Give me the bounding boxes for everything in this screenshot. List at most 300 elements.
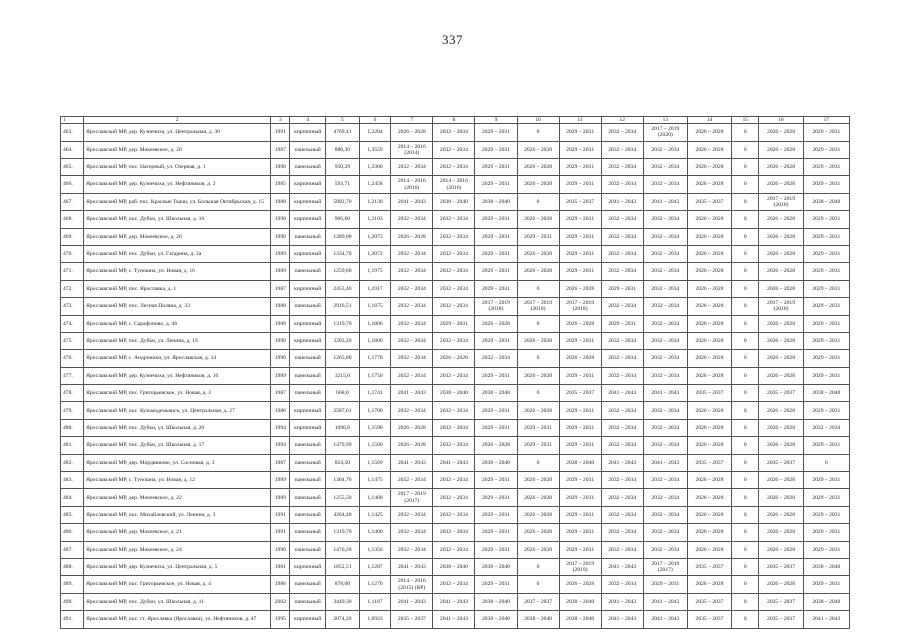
table-cell: 2026 – 2028 <box>687 280 731 297</box>
table-cell: 2032 – 2034 <box>433 124 475 141</box>
table-cell: панельный <box>290 506 326 523</box>
table-cell: 2032 – 2034 <box>475 350 517 367</box>
table-cell: 2026 – 2028 <box>687 419 731 436</box>
table-cell: 2032 – 2034 <box>643 472 687 489</box>
row-number: 480. <box>61 419 84 436</box>
table-cell: 2041 – 2043 <box>643 454 687 471</box>
table-cell: 2026 – 2028 <box>687 298 731 315</box>
table-cell: 2038 – 2040 <box>433 558 475 575</box>
table-cell: 2026 – 2028 <box>517 472 559 489</box>
table-cell: 2038 – 2040 <box>433 193 475 210</box>
table-cell: 1991 <box>271 124 290 141</box>
table-cell: 2032 – 2034 <box>643 506 687 523</box>
table-cell: 2041 – 2043 <box>601 593 643 610</box>
table-cell: 2029 – 2031 <box>517 228 559 245</box>
table-cell: 2038 – 2040 <box>559 593 601 610</box>
table-cell: 2032 – 2034 <box>433 472 475 489</box>
table-cell: панельный <box>290 489 326 506</box>
table-cell: 2032 – 2034 <box>643 141 687 158</box>
address-cell: Ярославский МР, пос. Нагорный, ул. Озерная, д. 1 <box>84 158 271 175</box>
table-cell: 2038 – 2040 <box>475 193 517 210</box>
table-cell: 2032 – 2034 <box>391 263 433 280</box>
table-cell: 2026 – 2028 <box>687 489 731 506</box>
table-cell: 1988 <box>271 298 290 315</box>
table-cell: 2032 – 2034 <box>433 524 475 541</box>
table-cell: 1988 <box>271 315 290 332</box>
table-cell: 2032 – 2034 <box>433 158 475 175</box>
table-cell: 2017 – 2019 (2019) <box>559 558 601 575</box>
table-cell: 2041 – 2043 <box>391 558 433 575</box>
table-cell: 2032 – 2034 <box>433 419 475 436</box>
table-cell: 2029 – 2031 <box>559 506 601 523</box>
table-cell: 2029 – 2031 <box>475 419 517 436</box>
table-cell: 2026 – 2028 <box>687 211 731 228</box>
table-cell: 2029 – 2031 <box>475 280 517 297</box>
table-cell: 2032 – 2034 <box>643 176 687 193</box>
table-cell: 2032 – 2034 <box>391 298 433 315</box>
table-cell: 2032 – 2034 <box>391 332 433 349</box>
table-cell: 2029 – 2031 <box>475 176 517 193</box>
table-cell: 2032 – 2034 <box>643 419 687 436</box>
address-cell: Ярославский МР, с. Туношна, ул. Новая, д. 12 <box>84 472 271 489</box>
table-cell: кирпичный <box>290 245 326 262</box>
table-cell: 1,1750 <box>359 367 391 384</box>
table-cell: 2032 – 2034 <box>391 506 433 523</box>
table-cell: 1,3559 <box>359 141 391 158</box>
table-cell: 2026 – 2028 <box>517 541 559 558</box>
table-row <box>61 298 850 315</box>
table-cell: 2032 – 2034 <box>391 245 433 262</box>
table-cell: 2029 – 2031 <box>803 124 849 141</box>
row-number: 471. <box>61 263 84 280</box>
table-cell: 2026 – 2028 <box>687 402 731 419</box>
table-cell: 0 <box>732 124 759 141</box>
table-cell: 2026 – 2028 <box>475 315 517 332</box>
table-cell: 2041 – 2043 <box>643 611 687 628</box>
table-cell: 1986 <box>271 576 290 593</box>
table-cell: 2029 – 2031 <box>559 176 601 193</box>
table-row <box>61 419 850 436</box>
table-cell: 2032 – 2034 <box>601 576 643 593</box>
table-cell: 2029 – 2031 <box>475 228 517 245</box>
table-cell: кирпичный <box>290 611 326 628</box>
table-cell: 824,50 <box>326 454 360 471</box>
table-cell: 2026 – 2028 <box>687 437 731 454</box>
table-cell: 2038 – 2040 <box>475 593 517 610</box>
table-cell: 2026 – 2028 <box>759 124 803 141</box>
table-cell: 1989 <box>271 263 290 280</box>
row-number: 481. <box>61 437 84 454</box>
table-cell: 2026 – 2028 <box>517 263 559 280</box>
table-cell: 2026 – 2028 <box>517 524 559 541</box>
row-number: 468. <box>61 211 84 228</box>
table-cell: 2026 – 2028 <box>759 280 803 297</box>
address-cell: Ярославский МР, дер. Кузнечиха, ул. Центральная, д. 30 <box>84 124 271 141</box>
table-cell: 2029 – 2031 <box>803 298 849 315</box>
table-cell: 1,2103 <box>359 211 391 228</box>
table-cell: 0 <box>732 211 759 228</box>
table-cell: 2032 – 2034 <box>643 315 687 332</box>
table-cell: 2014 – 2016 (2016) <box>433 176 475 193</box>
table-cell: 2029 – 2031 <box>475 367 517 384</box>
table-cell: 2041 – 2043 <box>643 593 687 610</box>
table-cell: 2026 – 2028 <box>517 506 559 523</box>
address-cell: Ярославский МР, с. Андроники, ул. Ярославская, д. 14 <box>84 350 271 367</box>
table-cell: 2026 – 2028 <box>517 176 559 193</box>
table-cell: 2038 – 2040 <box>559 611 601 628</box>
table-cell: 2032 – 2034 <box>601 211 643 228</box>
table-row <box>61 315 850 332</box>
column-number: 2 <box>84 117 271 124</box>
table-row <box>61 524 850 541</box>
table-cell: 2029 – 2031 <box>803 280 849 297</box>
table-row <box>61 541 850 558</box>
table-cell: 1852,51 <box>326 558 360 575</box>
table-cell: 2029 – 2031 <box>559 211 601 228</box>
table-cell: 1,1425 <box>359 506 391 523</box>
table-cell: 2029 – 2031 <box>517 437 559 454</box>
table-cell: 0 <box>732 158 759 175</box>
table-cell: 2026 – 2028 <box>433 350 475 367</box>
address-cell: Ярославский МР, пос. Михайловский, ул. Ленина, д. 3 <box>84 506 271 523</box>
table-cell: 1981 <box>271 558 290 575</box>
table-cell: 2032 – 2034 <box>643 437 687 454</box>
table-cell: 2029 – 2031 <box>601 315 643 332</box>
table-cell: 0 <box>803 454 849 471</box>
table-cell: 1,1270 <box>359 576 391 593</box>
table-cell: 1,1875 <box>359 298 391 315</box>
table-cell: 2035 – 2037 <box>391 611 433 628</box>
table-cell: 3215,0 <box>326 367 360 384</box>
table-cell: кирпичный <box>290 332 326 349</box>
table-cell: 1304,70 <box>326 472 360 489</box>
table-cell: 1991 <box>271 524 290 541</box>
table-cell: 2038 – 2040 <box>803 558 849 575</box>
row-number: 487. <box>61 541 84 558</box>
table-cell: 2026 – 2028 <box>687 124 731 141</box>
table-cell: 1990 <box>271 350 290 367</box>
table-cell: 2041 – 2043 <box>601 611 643 628</box>
table-cell: 0 <box>732 437 759 454</box>
table-cell: 2035 – 2037 <box>687 611 731 628</box>
table-cell: 0 <box>732 228 759 245</box>
table-cell: 2026 – 2028 <box>759 350 803 367</box>
table-cell: 2026 – 2028 <box>759 176 803 193</box>
address-cell: Ярославский МР, дер. Мокеевское, д. 21 <box>84 524 271 541</box>
table-cell: 2029 – 2031 <box>803 367 849 384</box>
address-cell: Ярославский МР, пос. Дубки, ул. Школьная, д. 20 <box>84 419 271 436</box>
address-cell: Ярославский МР, дер. Кузнечиха, ул. Нефтяников, д. 10 <box>84 367 271 384</box>
table-cell: 2453,40 <box>326 280 360 297</box>
table-cell: 2026 – 2028 <box>559 315 601 332</box>
table-cell: 2032 – 2034 <box>391 350 433 367</box>
row-number: 464. <box>61 141 84 158</box>
table-cell: 1987 <box>271 385 290 402</box>
table-cell: 2041 – 2043 <box>643 385 687 402</box>
column-number: 4 <box>290 117 326 124</box>
table-cell: 2032 – 2034 <box>433 506 475 523</box>
table-cell: 1989 <box>271 489 290 506</box>
table-cell: 1,1356 <box>359 541 391 558</box>
table-cell: 1994 <box>271 419 290 436</box>
column-number: 14 <box>687 117 731 124</box>
table-cell: кирпичный <box>290 419 326 436</box>
table-row <box>61 489 850 506</box>
table-row <box>61 350 850 367</box>
table-cell: кирпичный <box>290 193 326 210</box>
table-cell: 2026 – 2028 <box>687 524 731 541</box>
table-cell: 2032 – 2034 <box>391 280 433 297</box>
table-cell: 0 <box>732 506 759 523</box>
table-cell: 1989 <box>271 367 290 384</box>
table-cell: 2017 – 2019 (2018) <box>759 193 803 210</box>
table-cell: 878,00 <box>326 576 360 593</box>
table-cell: 1990 <box>271 211 290 228</box>
table-cell: 2029 – 2031 <box>559 124 601 141</box>
table-cell: 2032 – 2034 <box>643 332 687 349</box>
table-cell: 2026 – 2028 <box>687 350 731 367</box>
table-cell: 2038 – 2040 <box>803 385 849 402</box>
table-row <box>61 437 850 454</box>
table-cell: 0 <box>732 263 759 280</box>
table-cell: 2035 – 2037 <box>759 454 803 471</box>
table-cell: 2029 – 2031 <box>433 315 475 332</box>
table-cell: 2029 – 2031 <box>601 280 643 297</box>
table-cell: 2014 – 2016 (2014) <box>391 141 433 158</box>
table-cell: 3449,30 <box>326 593 360 610</box>
column-number: 9 <box>475 117 517 124</box>
table-cell: 0 <box>732 472 759 489</box>
table-cell: 2029 – 2031 <box>475 211 517 228</box>
table-cell: 0 <box>732 524 759 541</box>
row-number: 482. <box>61 454 84 471</box>
table-cell: 1319,70 <box>326 524 360 541</box>
table-cell: 2032 – 2034 <box>433 280 475 297</box>
table-cell: 0 <box>732 593 759 610</box>
table-cell: 2026 – 2028 <box>759 419 803 436</box>
column-number: 13 <box>643 117 687 124</box>
table-cell: 2032 – 2034 <box>601 402 643 419</box>
table-cell: панельный <box>290 158 326 175</box>
column-number: 8 <box>433 117 475 124</box>
column-number: 7 <box>391 117 433 124</box>
table-cell: панельный <box>290 593 326 610</box>
table-cell: 2037 – 2037 <box>517 593 559 610</box>
table-cell: панельный <box>290 576 326 593</box>
table-cell: панельный <box>290 263 326 280</box>
table-row <box>61 176 850 193</box>
table-cell: 2029 – 2031 <box>475 506 517 523</box>
table-cell: 1995 <box>271 611 290 628</box>
table-cell: 0 <box>732 611 759 628</box>
table-cell: 2029 – 2031 <box>475 489 517 506</box>
table-cell: 1265,80 <box>326 350 360 367</box>
table-cell: 2032 – 2034 <box>391 211 433 228</box>
address-cell: Ярославский МР, дер. Кузнечиха, ул. Нефтяников, д. 2 <box>84 176 271 193</box>
table-cell: 2032 – 2034 <box>391 402 433 419</box>
table-cell: 2035 – 2037 <box>687 593 731 610</box>
table-row <box>61 576 850 593</box>
table-row <box>61 332 850 349</box>
address-cell: Ярославский МР, дер. Мокеевское, д. 20 <box>84 141 271 158</box>
table-cell: 2017 – 2019 (2018) <box>475 298 517 315</box>
table-cell: 1,1569 <box>359 454 391 471</box>
table-cell: 2041 – 2043 <box>391 593 433 610</box>
row-number: 470. <box>61 245 84 262</box>
table-cell: 2029 – 2031 <box>803 489 849 506</box>
table-cell: 1,1287 <box>359 558 391 575</box>
table-cell: 1,1741 <box>359 385 391 402</box>
table-cell: 1,1975 <box>359 263 391 280</box>
table-cell: 2026 – 2028 <box>475 437 517 454</box>
table-cell: 1,2130 <box>359 193 391 210</box>
table-cell: 2029 – 2031 <box>803 524 849 541</box>
table-cell: 2017 – 2019 (2018) <box>517 298 559 315</box>
table-cell: 1,2300 <box>359 158 391 175</box>
table-cell: 2026 – 2028 <box>687 506 731 523</box>
table-cell: 2029 – 2031 <box>559 245 601 262</box>
table-cell: 2026 – 2028 <box>391 437 433 454</box>
table-cell: кирпичный <box>290 402 326 419</box>
table-cell: 2032 – 2034 <box>601 437 643 454</box>
table-cell: 2029 – 2031 <box>643 576 687 593</box>
row-number: 476. <box>61 350 84 367</box>
table-cell: 1470,20 <box>326 541 360 558</box>
row-number: 466. <box>61 176 84 193</box>
address-cell: Ярославский МР, дер. Кузнечиха, ул. Центральная, д. 5 <box>84 558 271 575</box>
table-cell: 2032 – 2034 <box>601 141 643 158</box>
row-number: 491. <box>61 611 84 628</box>
table-row <box>61 593 850 610</box>
table-cell: 2032 – 2034 <box>601 245 643 262</box>
table-cell: 668,0 <box>326 385 360 402</box>
table-cell: 2029 – 2031 <box>803 541 849 558</box>
table-cell: 2038 – 2040 <box>803 193 849 210</box>
table-cell: 2026 – 2028 <box>391 124 433 141</box>
table-cell: 2026 – 2028 <box>759 506 803 523</box>
table-cell: 1,2284 <box>359 124 391 141</box>
address-cell: Ярославский МР, пос. Дубки, ул. Школьная, д. 17 <box>84 437 271 454</box>
table-cell: 2032 – 2034 <box>433 576 475 593</box>
table-cell: 1,1468 <box>359 489 391 506</box>
table-cell: 2026 – 2028 <box>517 158 559 175</box>
table-cell: 2026 – 2028 <box>759 489 803 506</box>
table-cell: 1319,70 <box>326 315 360 332</box>
table-cell: 2026 – 2028 <box>687 228 731 245</box>
table-cell: 2014 – 2016 (2016) <box>391 176 433 193</box>
table-row <box>61 367 850 384</box>
row-number: 477. <box>61 367 84 384</box>
table-cell: 2029 – 2031 <box>559 489 601 506</box>
table-cell: 2017 – 2019 (2017) <box>643 558 687 575</box>
row-number: 486. <box>61 524 84 541</box>
table-cell: 2032 – 2034 <box>601 541 643 558</box>
table-cell: 2029 – 2031 <box>475 402 517 419</box>
table-cell: 1479,99 <box>326 437 360 454</box>
table-cell: 2032 – 2034 <box>643 211 687 228</box>
table-cell: 2029 – 2031 <box>517 419 559 436</box>
table-cell: 0 <box>517 454 559 471</box>
column-number: 5 <box>326 117 360 124</box>
table-cell: 2026 – 2028 <box>759 228 803 245</box>
table-cell: 2032 – 2034 <box>433 245 475 262</box>
table-cell: 2017 – 2019 (2020) <box>643 124 687 141</box>
table-cell: 2032 – 2034 <box>601 332 643 349</box>
table-cell: 2026 – 2028 <box>759 437 803 454</box>
table-cell: 2029 – 2031 <box>475 576 517 593</box>
table-cell: 0 <box>517 124 559 141</box>
table-row <box>61 280 850 297</box>
table-cell: 2017 – 2019 (2018) <box>559 298 601 315</box>
table-cell: 2032 – 2034 <box>601 472 643 489</box>
table-cell: 1096,6 <box>326 419 360 436</box>
address-cell: Ярославский МР, дер. Мокеевское, д. 22 <box>84 489 271 506</box>
table-cell: 2029 – 2031 <box>803 211 849 228</box>
table-cell: 0 <box>517 315 559 332</box>
table-cell: 1994 <box>271 437 290 454</box>
table-cell: 0 <box>517 350 559 367</box>
table-row <box>61 193 850 210</box>
table-cell: 1987 <box>271 280 290 297</box>
table-cell: 2026 – 2028 <box>687 576 731 593</box>
table-cell: 2035 – 2037 <box>759 611 803 628</box>
row-number: 478. <box>61 385 84 402</box>
table-cell: 2032 – 2034 <box>601 419 643 436</box>
table-cell: 1,2075 <box>359 228 391 245</box>
table-row <box>61 263 850 280</box>
table-cell: 1988 <box>271 193 290 210</box>
table-cell: 2029 – 2031 <box>475 158 517 175</box>
table-cell: 1,1800 <box>359 332 391 349</box>
table-cell: 2041 – 2043 <box>643 193 687 210</box>
table-cell: 1989 <box>271 245 290 262</box>
table-cell: 0 <box>732 454 759 471</box>
table-cell: 1985 <box>271 176 290 193</box>
table-cell: 1,1400 <box>359 524 391 541</box>
table-cell: 0 <box>517 385 559 402</box>
row-number: 463. <box>61 124 84 141</box>
table-cell: 2032 – 2034 <box>643 228 687 245</box>
table-row <box>61 228 850 245</box>
table-cell: 2041 – 2043 <box>433 454 475 471</box>
table-cell: 2026 – 2028 <box>559 280 601 297</box>
table-cell: 1,1590 <box>359 419 391 436</box>
table-cell: 2035 – 2037 <box>687 558 731 575</box>
table-cell: 2017 – 2019 (2018) <box>759 298 803 315</box>
column-number: 15 <box>732 117 759 124</box>
row-number: 474. <box>61 315 84 332</box>
table-cell: 1255,50 <box>326 489 360 506</box>
table-cell: 1,1778 <box>359 350 391 367</box>
table-cell: 2032 – 2034 <box>433 367 475 384</box>
table-cell: 2026 – 2028 <box>517 402 559 419</box>
table-cell: 2026 – 2028 <box>687 541 731 558</box>
address-cell: Ярославский МР, раб. пос. Красные Ткачи, ул. Большая Октябрьская, д. 15 <box>84 193 271 210</box>
column-number: 17 <box>803 117 849 124</box>
table-cell: 2029 – 2031 <box>475 472 517 489</box>
table-cell: 2038 – 2040 <box>475 558 517 575</box>
table-cell: 0 <box>517 280 559 297</box>
address-cell: Ярославский МР, пос. Лесная Поляна, д. 33 <box>84 298 271 315</box>
address-cell: Ярославский МР, пос. ст. Ярославка (Ярославка), ул. Нефтяников, д. 47 <box>84 611 271 628</box>
table-cell: 2032 – 2034 <box>391 158 433 175</box>
table-cell: 2029 – 2031 <box>803 315 849 332</box>
table-cell: 2032 – 2034 <box>433 298 475 315</box>
register-table <box>60 116 850 629</box>
table-cell: 2029 – 2031 <box>803 158 849 175</box>
table-cell: 2032 – 2034 <box>601 350 643 367</box>
table-cell: 2032 – 2034 <box>601 158 643 175</box>
